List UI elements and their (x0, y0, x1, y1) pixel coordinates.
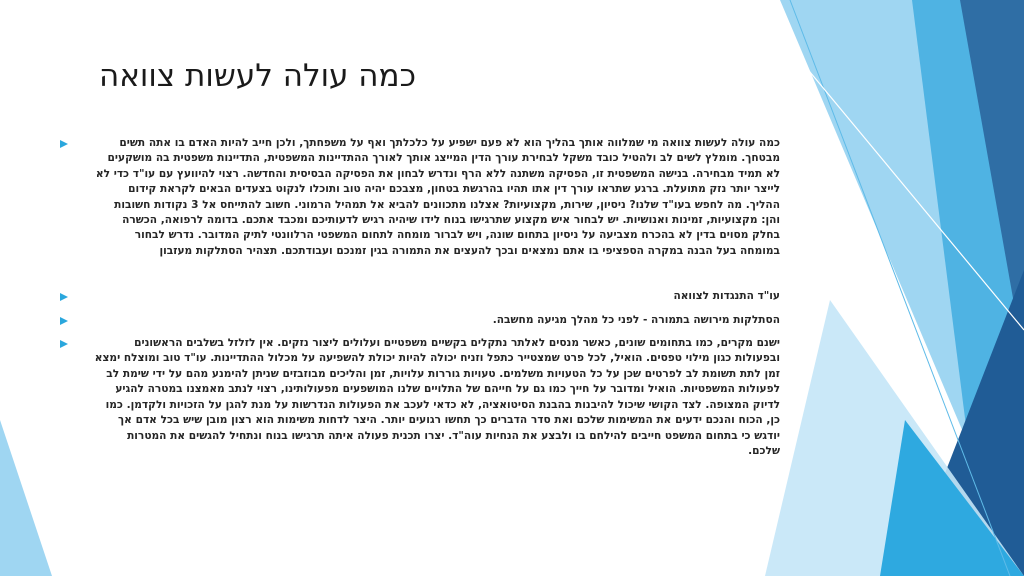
bullet-arrow-icon (60, 140, 68, 148)
list-item (60, 289, 780, 304)
list-item-text: ישנם מקרים, כמו בתחומים שונים, כאשר מנסים לאלתר נתקלים בקשיים משפטיים ועלולים ליצור נזקים. אין לזלזל בשלבים הראשונים ובפעולות כגון מילוי טפסים. הואיל, לכל פרט שמצטייר כתפל וזניח יכולה להיות יכולת להשפיעה על מכלול ההתדיינות. עו"ד טוב ומוצלח ימצא זמן לתת תשומת לב לפרטים שכן על כל הטעויות משלמים. טעויות גוררות עלויות, זמן והליכים מבוזבזים שניתן להימנע מהם על ידי שימת לב לפעולות המשפטיות. הואיל ומדובר על חייך כמו גם על חייהם של התלויים שלנו המושפעים מפעולותינו, רצוי לנתב מאמצנו במטרה להגיע לדיוק המצופה. לצד הקושי שיכול להיבנות בהבנת הסיטואציה, לא כדאי לעכב את הפעולות הנדרשות על מנת להגן על הזכויות ולקדמן. כמו כן, הכוח והנכם ידעים את המשימות שלכם ואת סדר הדברים כך תחשו רגועים יותר. היצר לדחות משימות הוא רצון מובן שיש בכל אדם אך יודגש כי בתחום המשפט חייבים להילחם בו ולבצע את הנחיות עוה"ד. יצרו תכנית פעולה איתה תרגישו בנוח ונתחיל להגשים את המטרות שלכם. (94, 337, 780, 457)
list-item-text: כמה עולה לעשות צוואה מי שמלווה אותך בהליך הוא לא פעם ישפיע על כלכלתך ואף על משפחתך, ולכן חייב להיות האדם בו אתה תשים מבטחך. מומלץ לשים לב ולהטיל כובד משקל לבחירת עורך הדין המייצג אותך לאורך ההתדיינות המשפטית, התדיינות משפטית בה מושקעים לא תמיד מבחירה. בנישה המשפטית זו, הפסיקה משתנה ללא הרף ונדרש לבחון את הפסיקה הבסיסית והחדשה. רצוי להיוועץ עם עו"ד כדי לא לייצר יותר נזק מתועלת. ברגע שתראו עורך דין אתו תהיו בהרגשת בטחון, מצבכם יהיה טוב ותוכלו לנקוט בצעדים הבאים לקראת קידום ההליך. מה לחפש בעו"ד שלנו? ניסיון, שירות, מקצועיות? אצלנו מתכוונים להביא אל תמהיל הרמוני. חשוב להתייחס אל 3 נקודות חשובות והן: מקצועיות, זמינות ואנושיות. יש לבחור איש מקצוע שתרגישו בנוח לידו שיהיה רגיש לדעותיכם ומכבד אתכם. בדומה לרפואה, הכשרה בחלק מסוים בדין לא בהכרח מצביעה על ניסיון בתחום שונה, ויש לברור מומחה לתחום המשפטי הרלוונטי לתיק המדובר. נדרש לבחור במומחה בעל הבנה במקרה הספציפי בו אתם נמצאים ובכך להעצים את התמורה בגין זמנכם ועבודתכם. תצהיר הסתלקות מעזבון (95, 137, 780, 257)
list-item (60, 336, 780, 459)
page-title: כמה עולה לעשות צוואה (98, 58, 416, 94)
list-item (60, 313, 780, 328)
bullet-arrow-icon (60, 340, 68, 348)
bullet-list (60, 136, 780, 459)
bullet-arrow-icon (60, 317, 68, 325)
left-corner-triangle (0, 420, 52, 576)
list-item-text: עו"ד התנגדות לצוואה (673, 290, 780, 303)
list-item-text: הסתלקות מירושה בתמורה - לפני כל מהלך מגיעה מחשבה. (492, 313, 780, 326)
list-item (60, 136, 780, 259)
bullet-arrow-icon (60, 293, 68, 301)
